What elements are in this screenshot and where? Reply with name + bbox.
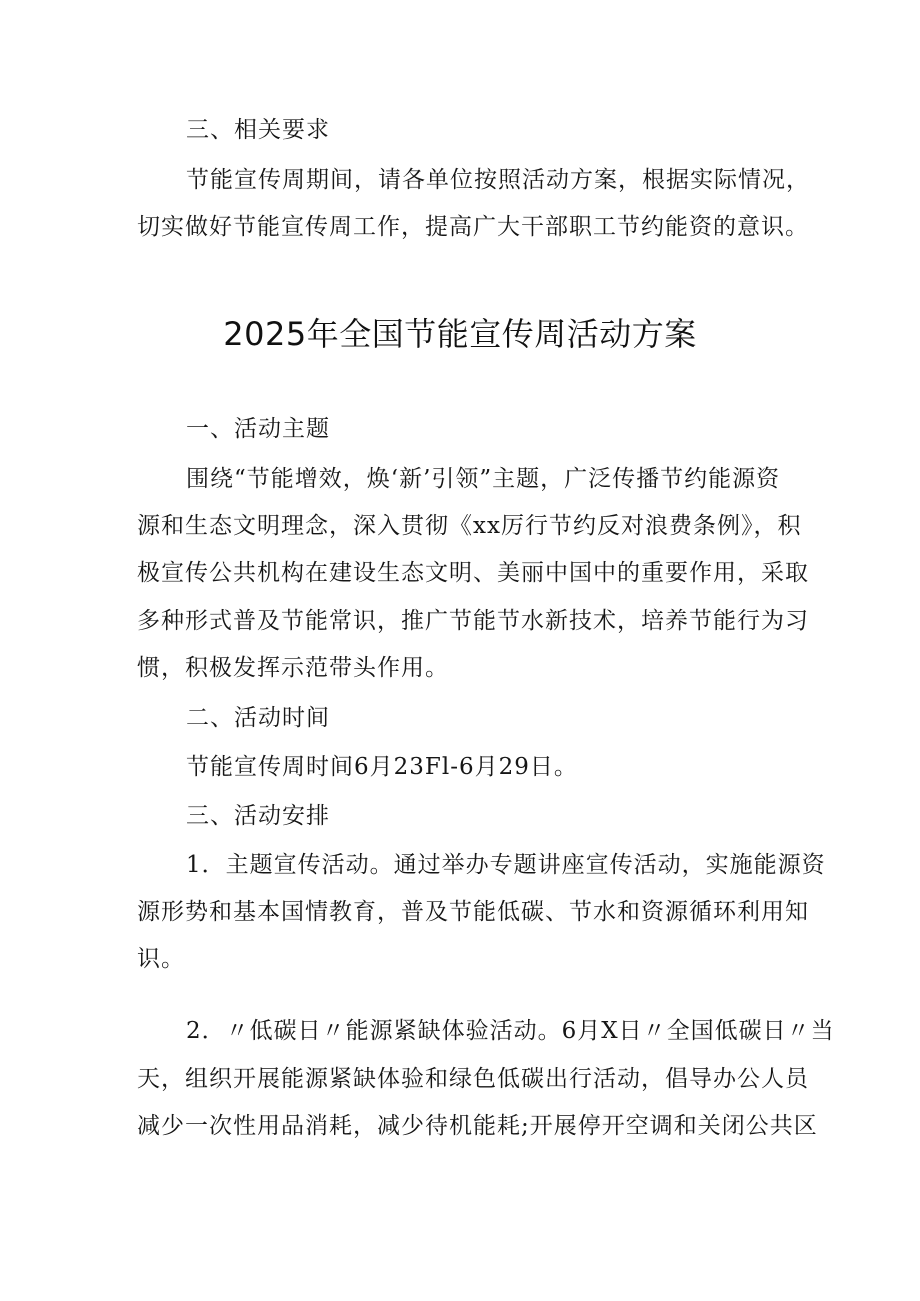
paragraph-line: 节能宣传周时间6月23Fl-6月29日。 [186,754,578,780]
paragraph-line: 极宣传公共机构在建设生态文明、美丽中国中的重要作用，采取 [137,560,809,586]
list-item-line: 源形势和基本国情教育，普及节能低碳、节水和资源循环利用知 [137,899,809,925]
list-item-line: 减少一次性用品消耗，减少待机能耗;开展停开空调和关闭公共区 [137,1113,818,1139]
section-heading-theme: 一、活动主题 [186,416,330,442]
list-item-line: 1．主题宣传活动。通过举办专题讲座宣传活动，实施能源资 [186,852,826,878]
list-item-line: 2．〃低碳日〃能源紧缺体验活动。6月X日〃全国低碳日〃当 [186,1018,835,1044]
section-heading-arrangement: 三、活动安排 [186,803,330,829]
section-heading-requirements: 三、相关要求 [186,117,330,143]
paragraph-line: 惯，积极发挥示范带头作用。 [137,655,449,681]
list-item-line: 天，组织开展能源紧缺体验和绿色低碳出行活动，倡导办公人员 [137,1066,809,1092]
list-item-line: 识。 [137,946,185,972]
section-heading-time: 二、活动时间 [186,705,330,731]
paragraph-line: 多种形式普及节能常识，推广节能节水新技术，培养节能行为习 [137,608,809,634]
document-title: 2025年全国节能宣传周活动方案 [223,315,697,353]
paragraph-line: 切实做好节能宣传周工作，提高广大干部职工节约能资的意识。 [137,214,809,240]
paragraph-line: 节能宣传周期间，请各单位按照活动方案，根据实际情况， [186,167,810,193]
paragraph-line: 源和生态文明理念，深入贯彻《xx厉行节约反对浪费条例》，积 [137,513,802,539]
paragraph-line: 围绕“节能增效，焕‘新’引领”主题，广泛传播节约能源资 [186,466,781,492]
